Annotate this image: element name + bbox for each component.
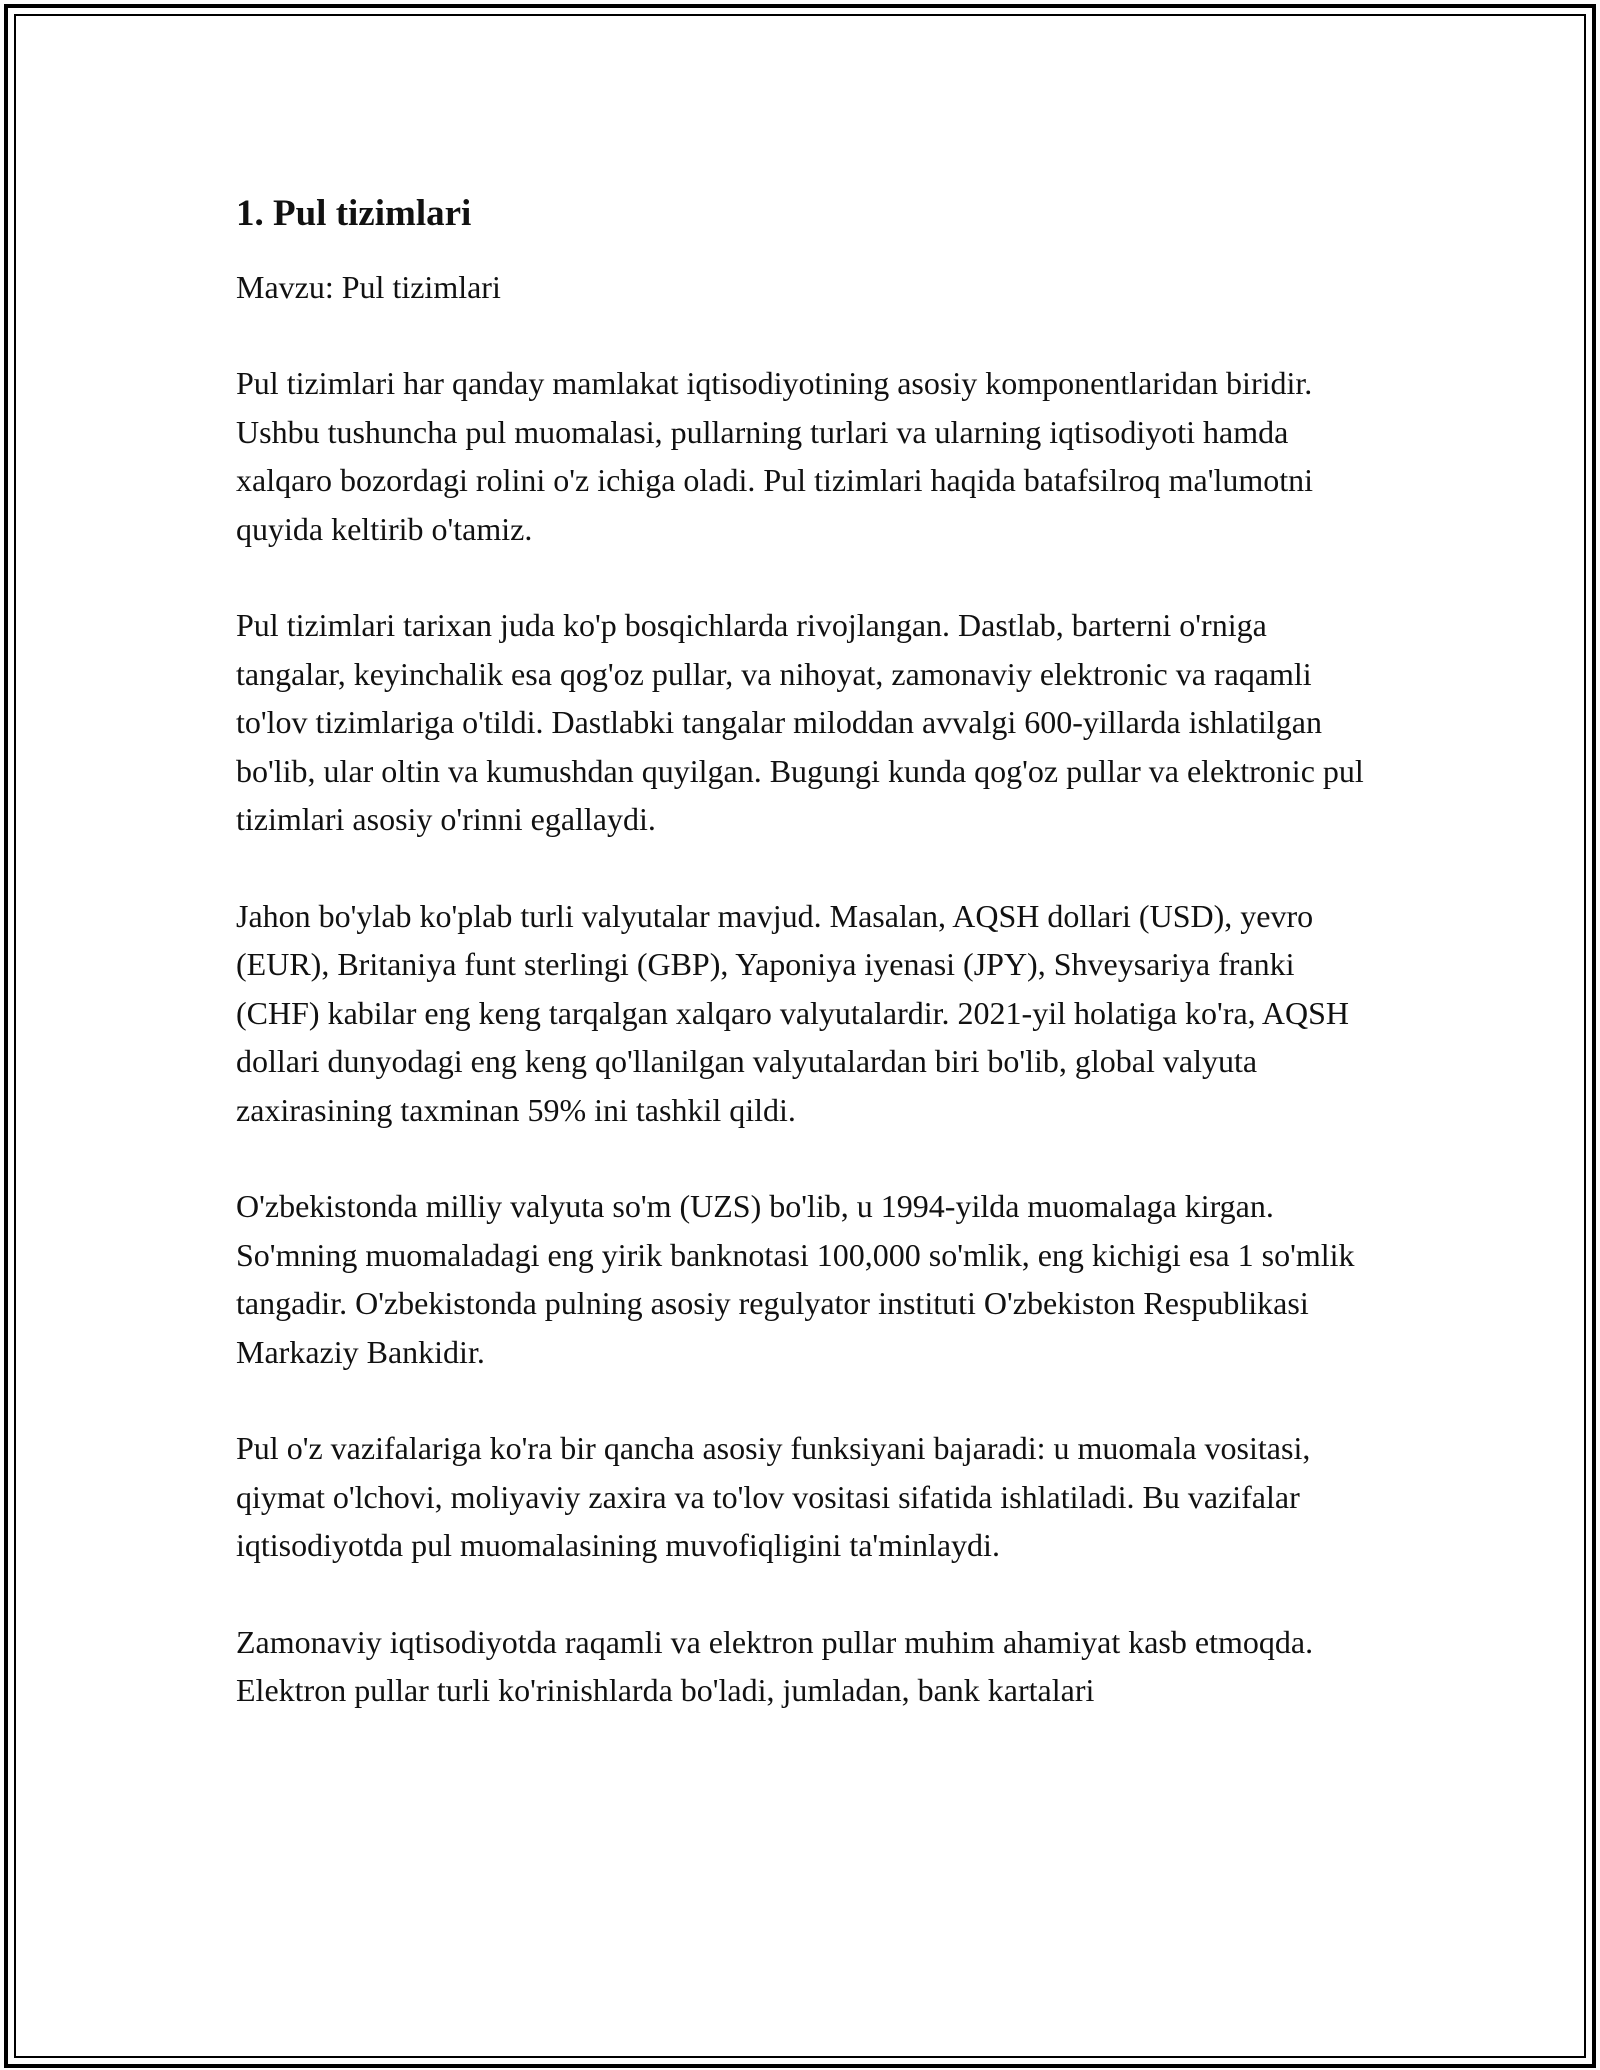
paragraph-world-currencies: Jahon bo'ylab ko'plab turli valyutalar mavjud. Masalan, AQSH dollari (USD), yevro (EUR), Britaniya funt sterlingi (GBP), Yaponiya iyenasi (JPY), Shveysariya franki (CHF) kabilar eng keng tarqalgan xalqaro valyutalardir. 2021-yil holatiga ko'ra, AQSH dollari dunyodagi eng keng qo'llanilgan valyutalardan biri bo'lib, global valyuta zaxirasining taxminan 59% ini tashkil qildi. <box>236 897 1350 1128</box>
paragraph-electronic-money: Zamonaviy iqtisodiyotda raqamli va elektron pullar muhim ahamiyat kasb etmoqda. Elektron pullar turli ko'rinishlarda bo'ladi, jumladan, bank kartalari <box>236 1623 1314 1708</box>
paragraph-intro: Pul tizimlari har qanday mamlakat iqtisodiyotining asosiy komponentlaridan biridir. Ushbu tushuncha pul muomalasi, pullarning turlari va ularning iqtisodiyoti hamda xalqaro bozordagi rolini o'z ichiga oladi. Pul tizimlari haqida batafsilroq ma'lumotni quyida keltirib o'tamiz. <box>236 365 1314 547</box>
subject-line: Mavzu: Pul tizimlari <box>236 269 501 305</box>
section-heading: 1. Pul tizimlari <box>236 193 472 234</box>
paragraph-history: Pul tizimlari tarixan juda ko'p bosqichlarda rivojlangan. Dastlab, barterni o'rniga tangalar, keyinchalik esa qog'oz pullar, va nihoyat, zamonaviy elektronic va raqamli to'lov tizimlariga o'tildi. Dastlabki tangalar miloddan avvalgi 600-yillarda ishlatilgan bo'lib, ular oltin va kumushdan quyilgan. Bugungi kunda qog'oz pullar va elektronic pul tizimlari asosiy o'rinni egallaydi. <box>236 607 1364 837</box>
document-body <box>236 187 1378 1763</box>
paragraph-uzbek-currency: O'zbekistonda milliy valyuta so'm (UZS) bo'lib, u 1994-yilda muomalaga kirgan. So'mning muomaladagi eng yirik banknotasi 100,000 so'mlik, eng kichigi esa 1 so'mlik tangadir. O'zbekistonda pulning asosiy regulyator instituti O'zbekiston Respublikasi Markaziy Bankidir. <box>236 1188 1355 1370</box>
paragraph-money-functions: Pul o'z vazifalariga ko'ra bir qancha asosiy funksiyani bajaradi: u muomala vositasi, qiymat o'lchovi, moliyaviy zaxira va to'lov vositasi sifatida ishlatiladi. Bu vazifalar iqtisodiyotda pul muomalasining muvofiqligini ta'minlaydi. <box>236 1430 1311 1563</box>
